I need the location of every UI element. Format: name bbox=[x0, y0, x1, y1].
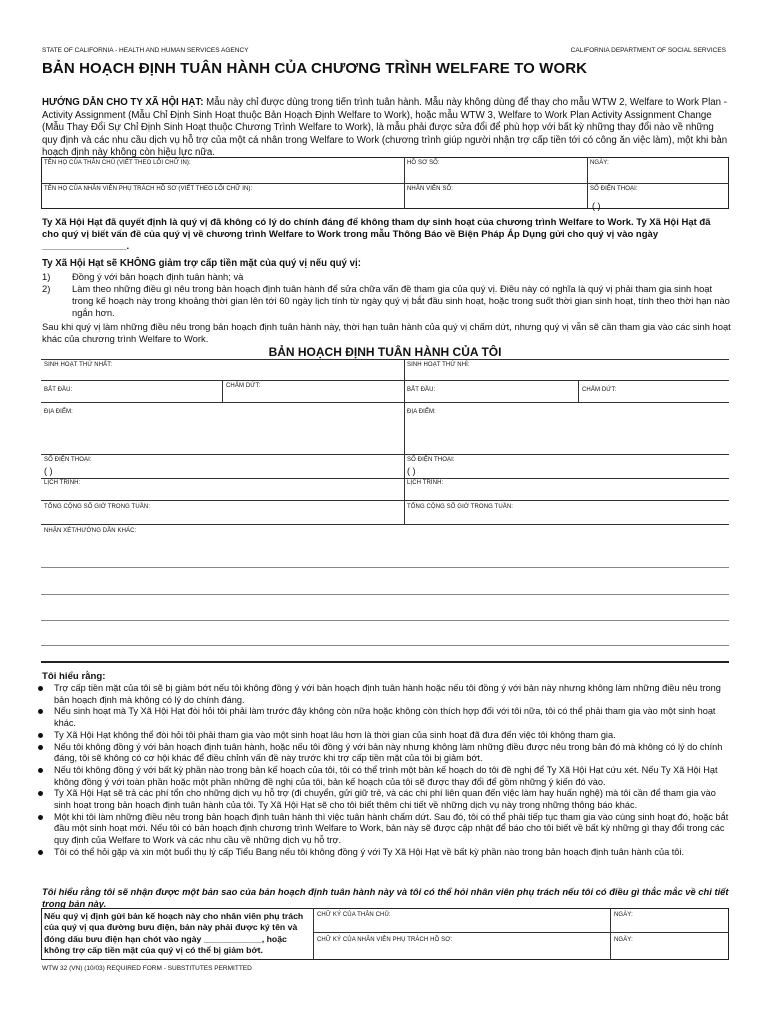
understand-item bbox=[36, 812, 730, 847]
understand-item bbox=[36, 788, 730, 811]
item-number: 2) bbox=[42, 283, 51, 294]
comment-line[interactable] bbox=[41, 645, 729, 646]
divider bbox=[41, 454, 729, 455]
form-id: WTW 32 (VN) (10/03) REQUIRED FORM - SUBSTITUTES PERMITTED bbox=[42, 965, 252, 972]
client-signature-field[interactable]: CHỮ KÝ CỦA THÂN CHỦ: bbox=[317, 912, 391, 918]
case-number-field[interactable]: HỒ SƠ SỐ: bbox=[407, 160, 440, 166]
schedule1-field[interactable]: LỊCH TRÌNH: bbox=[44, 480, 81, 486]
phone2-field[interactable]: SỐ ĐIỆN THOẠI: bbox=[407, 457, 455, 463]
bullet-text: Ty Xã Hội Hạt sẽ trả các phí tổn cho những dịch vụ hỗ trợ (đi chuyển, gửi giữ trẻ, và các chi phí liên quan đến việc làm hay huấn nghệ) mà tôi cần để tham gia vào sinh hoạt trong bản hoạch định tuân hành của tôi. Ty Xã Hội Hạt sẽ cho tôi biết thêm chi tiết về những dịch vụ này trong những thông báo khác. bbox=[54, 788, 716, 811]
activity1-field[interactable]: SINH HOẠT THỨ NHẤT: bbox=[44, 362, 113, 368]
worker-name-field[interactable]: TÊN HỌ CỦA NHÂN VIÊN PHỤ TRÁCH HỒ SƠ (VIẾT THEO LỐI CHỮ IN): bbox=[44, 186, 253, 192]
bullet-text: Nếu tôi không đồng ý với bất kỳ phần nào trong bản kế hoạch của tôi, tôi có thể trình một bản kế hoạch do tôi đề nghị để Ty Xã Hội Hạt cứu xét. Nếu Ty Xã Hội Hạt không đồng ý với toàn phần hoặc một phần những đề nghị của tôi, bản kế hoạch của tôi sẽ được thay đổi để gồm những ý kiến đó vào. bbox=[54, 764, 718, 787]
understand-item bbox=[36, 706, 730, 729]
divider bbox=[41, 183, 729, 184]
conditions-list bbox=[42, 271, 732, 319]
bullet-text: Nếu sinh hoạt mà Ty Xã Hội Hạt đòi hỏi tôi phải làm trước đây không còn nữa hoặc không còn thích hợp đối với tôi nữa, tôi có thể phải tham gia vào một sinh hoạt khác. bbox=[54, 706, 716, 729]
notice-date-blank[interactable]: ________________. bbox=[42, 241, 130, 252]
determination-body: Ty Xã Hội Hạt đã quyết định là quý vị đã không có lý do chính đáng để không tham dự sinh hoạt của chương trình Welfare to Work. Ty Xã Hội Hạt đã cho quý vị biết vấn đề của quý vị về chương trình Welfare to Work trong mẫu Thông Báo về Biện Pháp Áp Dụng gửi cho quý vị vào ngày bbox=[42, 217, 711, 240]
condition-item bbox=[42, 283, 732, 319]
comment-line[interactable] bbox=[41, 567, 729, 568]
phone-paren: ( ) bbox=[592, 201, 601, 211]
agency-right: CALIFORNIA DEPARTMENT OF SOCIAL SERVICES bbox=[570, 47, 726, 54]
start1-field[interactable]: BẮT ĐẦU: bbox=[44, 387, 73, 393]
hours2-field[interactable]: TỔNG CỘNG SỐ GIỜ TRONG TUẦN: bbox=[407, 504, 514, 510]
worker-number-field[interactable]: NHÂN VIÊN SỐ: bbox=[407, 186, 453, 192]
understand-list bbox=[36, 683, 730, 859]
schedule2-field[interactable]: LỊCH TRÌNH: bbox=[407, 480, 444, 486]
form-title: BẢN HOẠCH ĐỊNH TUÂN HÀNH CỦA CHƯƠNG TRÌNH WELFARE TO WORK bbox=[42, 60, 588, 77]
bullet-text: Nếu tôi không đồng ý với bản hoạch định tuân hành, hoặc nếu tôi đồng ý với bản này nhưng không làm những điều được nêu trong bản đó mà không có lý do chính đáng, tôi sẽ không có cơ hội khác để điều chỉnh vấn đề này trước khi trợ cấp tiền mặt của tôi bị giảm bớt. bbox=[54, 741, 723, 764]
divider bbox=[404, 157, 405, 209]
instructions bbox=[42, 97, 730, 160]
instructions-lead: HƯỚNG DẪN CHO TY XÃ HỘI HẠT: bbox=[42, 97, 204, 108]
copy-note: Tôi hiểu rằng tôi sẽ nhận được một bản sao của bản hoạch định tuân hành này và tôi có thể hỏi nhân viên phụ trách nếu tôi có điều gì thắc mắc về chi tiết trong bản này. bbox=[42, 886, 729, 909]
divider bbox=[587, 157, 588, 209]
bullet-icon bbox=[38, 815, 43, 820]
understand-title: Tôi hiểu rằng: bbox=[42, 671, 106, 682]
comments-field[interactable]: NHẬN XÉT/HƯỚNG DẪN KHÁC: bbox=[44, 528, 137, 534]
divider bbox=[41, 500, 729, 501]
phone1-paren: ( ) bbox=[44, 466, 53, 476]
start2-field[interactable]: BẮT ĐẦU: bbox=[407, 387, 436, 393]
item-number: 1) bbox=[42, 271, 51, 282]
divider bbox=[41, 524, 729, 525]
instructions-body: Mẫu này chỉ được dùng trong tiến trình tuân hành. Mẫu này không dùng để thay cho mẫu WTW 2, Welfare to Work Plan - Activity Assignment (Mẫu Chỉ Định Sinh Hoạt thuộc Bản Hoạch Định Welfare to Work), hoặc mẫu WTW 3, Welfare to Work Plan Activity Assignment Change (Mẫu Thay Đổi Sự Chỉ Định Sinh Hoạt thuộc Chương Trình Welfare to Work), là mẫu phải được sửa đổi để phù hợp với bất kỳ những thay đổi nào về những quy định và các nhu cầu dịch vụ hỗ trợ của một cá nhân trong Welfare to Work (chương trình giúp người nhận trợ cấp tiền tới có công ăn việc làm), một khi bản hoạch định này không còn hiệu lực nữa. bbox=[42, 97, 728, 158]
item-text: Đồng ý với bản hoạch định tuân hành; và bbox=[72, 271, 244, 282]
worker-signature-field[interactable]: CHỮ KÝ CỦA NHÂN VIÊN PHỤ TRÁCH HỒ SƠ: bbox=[317, 937, 453, 943]
no-reduce-heading: Ty Xã Hội Hạt sẽ KHÔNG giảm trợ cấp tiền mặt của quý vị nếu quý vị: bbox=[42, 258, 361, 269]
bullet-icon bbox=[38, 850, 43, 855]
end2-field[interactable]: CHẤM DỨT: bbox=[582, 387, 617, 393]
agency-left: STATE OF CALIFORNIA - HEALTH AND HUMAN SERVICES AGENCY bbox=[42, 47, 249, 54]
date-field[interactable]: NGÀY: bbox=[590, 160, 609, 166]
worker-date-field[interactable]: NGÀY: bbox=[614, 937, 633, 943]
understand-item bbox=[36, 847, 730, 859]
understand-item bbox=[36, 683, 730, 706]
divider bbox=[41, 402, 729, 403]
condition-item bbox=[42, 271, 732, 283]
determination-text bbox=[42, 217, 730, 253]
divider bbox=[41, 380, 729, 381]
bullet-text: Một khi tôi làm những điều nêu trong bản hoạch định tuân hành thì việc tuân hành chấm dứt. Sau đó, tôi có thể phải tiếp tục tham gia vào cùng sinh hoạt đó, hoặc bắt đầu một sinh hoạt mới. Nếu tôi có bản hoạch định chương trình Welfare to Work, bản này sẽ được cập nhật để báo cho tôi biết về bất kỳ những gì thay đổi trong các quy định của Welfare to Work và các nhu cầu về những dịch vụ hỗ trợ. bbox=[54, 811, 729, 846]
divider bbox=[578, 380, 579, 402]
divider bbox=[610, 908, 611, 960]
phone2-paren: ( ) bbox=[407, 466, 416, 476]
participant-name-field[interactable]: TÊN HỌ CỦA THÂN CHỦ (VIẾT THEO LỐI CHỮ IN): bbox=[44, 160, 191, 166]
mail-deadline-note: Nếu quý vị định gửi bản kế hoạch này cho nhân viên phụ trách của quý vị qua đường bưu điện, bản này phải được ký tên và đóng dấu bưu điện hạn chót vào ngày ____________, hoặc không trợ cấp tiền mặt của quý vị có thể bị giảm bớt. bbox=[44, 911, 304, 956]
bullet-text: Tôi có thể hỏi gặp và xin một buổi thụ lý cấp Tiểu Bang nếu tôi không đồng ý với Ty Xã Hội Hạt về bất kỳ phần nào trong bản hoạch định tuân hành của tôi. bbox=[54, 846, 684, 857]
bullet-icon bbox=[38, 791, 43, 796]
hours1-field[interactable]: TỔNG CỘNG SỐ GIỜ TRONG TUẦN: bbox=[44, 504, 151, 510]
item-text: Làm theo những điều gì nêu trong bản hoạch định tuân hành để sửa chữa vấn đề tham gia của quý vị. Điều này có nghĩa là quý vị phải tham gia sinh hoạt trong kế hoạch này trong khoảng thời gian lên tới 60 ngày lịch tính từ ngày quý vị bắt đầu sinh hoạt, hoặc trong suốt thời gian sinh hoạt, tính theo thời hạn nào ngắn hơn. bbox=[72, 283, 730, 318]
phone-field[interactable]: SỐ ĐIỆN THOẠI: bbox=[590, 186, 638, 192]
location1-field[interactable]: ĐỊA ĐIỂM: bbox=[44, 409, 73, 415]
comment-line[interactable] bbox=[41, 620, 729, 621]
section-divider bbox=[41, 661, 729, 663]
divider bbox=[41, 478, 729, 479]
client-date-field[interactable]: NGÀY: bbox=[614, 912, 633, 918]
divider bbox=[41, 359, 729, 360]
bullet-icon bbox=[38, 733, 43, 738]
understand-item bbox=[36, 742, 730, 765]
plan-title: BẢN HOẠCH ĐỊNH TUÂN HÀNH CỦA TÔI bbox=[268, 345, 502, 359]
location2-field[interactable]: ĐỊA ĐIỂM: bbox=[407, 409, 436, 415]
bullet-icon bbox=[38, 745, 43, 750]
divider bbox=[313, 932, 729, 933]
bullet-text: Trợ cấp tiền mặt của tôi sẽ bị giảm bớt nếu tôi không đồng ý với bản hoạch định tuân hành hoặc nếu tôi đồng ý với bản này nhưng không làm những điều nêu trong bản hoạch định mà không có lý do chính đáng. bbox=[54, 683, 721, 705]
divider bbox=[222, 380, 223, 402]
end1-field[interactable]: CHẤM DỨT: bbox=[226, 383, 261, 389]
bullet-icon bbox=[38, 768, 43, 773]
bullet-text: Ty Xã Hội Hạt không thể đòi hỏi tôi phải tham gia vào một sinh hoạt lâu hơn là thời gian của sinh hoạt đã đưa đến việc tôi không tham gia. bbox=[54, 729, 616, 740]
understand-item bbox=[36, 730, 730, 742]
bullet-icon bbox=[38, 686, 43, 691]
comment-line[interactable] bbox=[41, 594, 729, 595]
understand-item bbox=[36, 765, 730, 788]
phone1-field[interactable]: SỐ ĐIỆN THOẠI: bbox=[44, 457, 92, 463]
divider bbox=[313, 908, 314, 960]
after-compliance-text: Sau khi quý vị làm những điều nêu trong bản hoạch định tuân hành này, thời hạn tuân hành của quý vị chấm dứt, nhưng quý vị vẫn sẽ cần tham gia vào các sinh hoạt khác của chương trình Welfare to Work. bbox=[42, 321, 731, 344]
activity2-field[interactable]: SINH HOẠT THỨ NHÌ: bbox=[407, 362, 470, 368]
bullet-icon bbox=[38, 709, 43, 714]
